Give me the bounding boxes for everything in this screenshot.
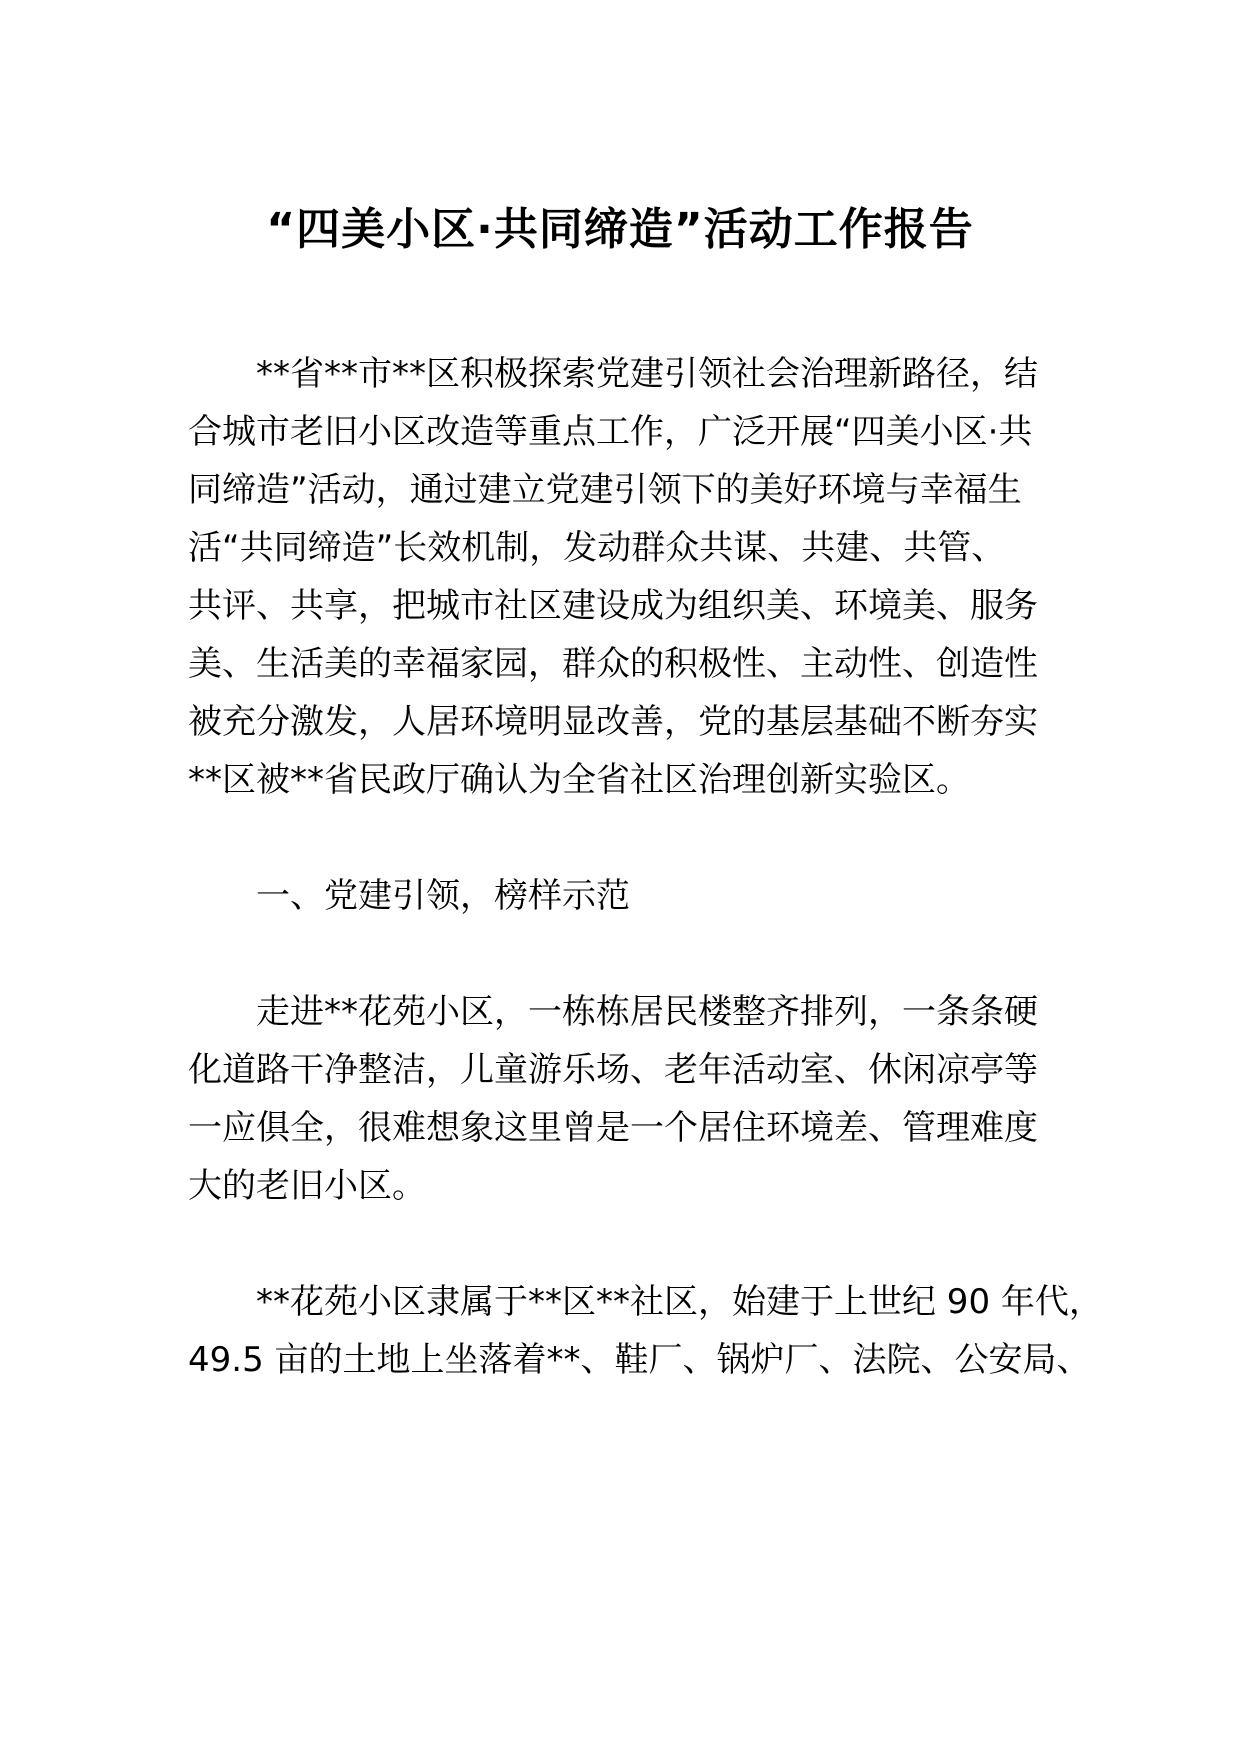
document-title: “四美小区·共同缔造”活动工作报告 [266, 204, 974, 255]
paragraph-1-line-6: 美、生活美的幸福家园，群众的积极性、主动性、创造性 [188, 644, 1038, 684]
paragraph-1-line-7: 被充分激发，人居环境明显改善，党的基层基础不断夯实 [188, 702, 1038, 742]
section-heading-1: 一、党建引领，榜样示范 [256, 876, 630, 916]
paragraph-2-line-1: 走进**花苑小区，一栋栋居民楼整齐排列，一条条硬 [256, 992, 1038, 1032]
paragraph-3-line-1: **花苑小区隶属于**区**社区，始建于上世纪 90 年代， [256, 1282, 1103, 1322]
paragraph-2-line-2: 化道路干净整洁，儿童游乐场、老年活动室、休闲凉亭等 [188, 1050, 1038, 1090]
paragraph-1-line-1: **省**市**区积极探索党建引领社会治理新路径，结 [256, 354, 1038, 394]
paragraph-1-line-5: 共评、共享，把城市社区建设成为组织美、环境美、服务 [188, 586, 1038, 626]
paragraph-1-line-3: 同缔造”活动，通过建立党建引领下的美好环境与幸福生 [188, 470, 1022, 510]
paragraph-3-line-2: 49.5 亩的土地上坐落着**、鞋厂、锅炉厂、法院、公安局、 [188, 1340, 1091, 1380]
paragraph-1-line-8: **区被**省民政厅确认为全省社区治理创新实验区。 [188, 760, 970, 800]
paragraph-1-line-4: 活“共同缔造”长效机制，发动群众共谋、共建、共管、 [188, 528, 1006, 568]
paragraph-2-line-4: 大的老旧小区。 [188, 1166, 426, 1206]
paragraph-2-line-3: 一应俱全，很难想象这里曾是一个居住环境差、管理难度 [188, 1108, 1038, 1148]
paragraph-1-line-2: 合城市老旧小区改造等重点工作，广泛开展“四美小区·共 [188, 412, 1033, 452]
